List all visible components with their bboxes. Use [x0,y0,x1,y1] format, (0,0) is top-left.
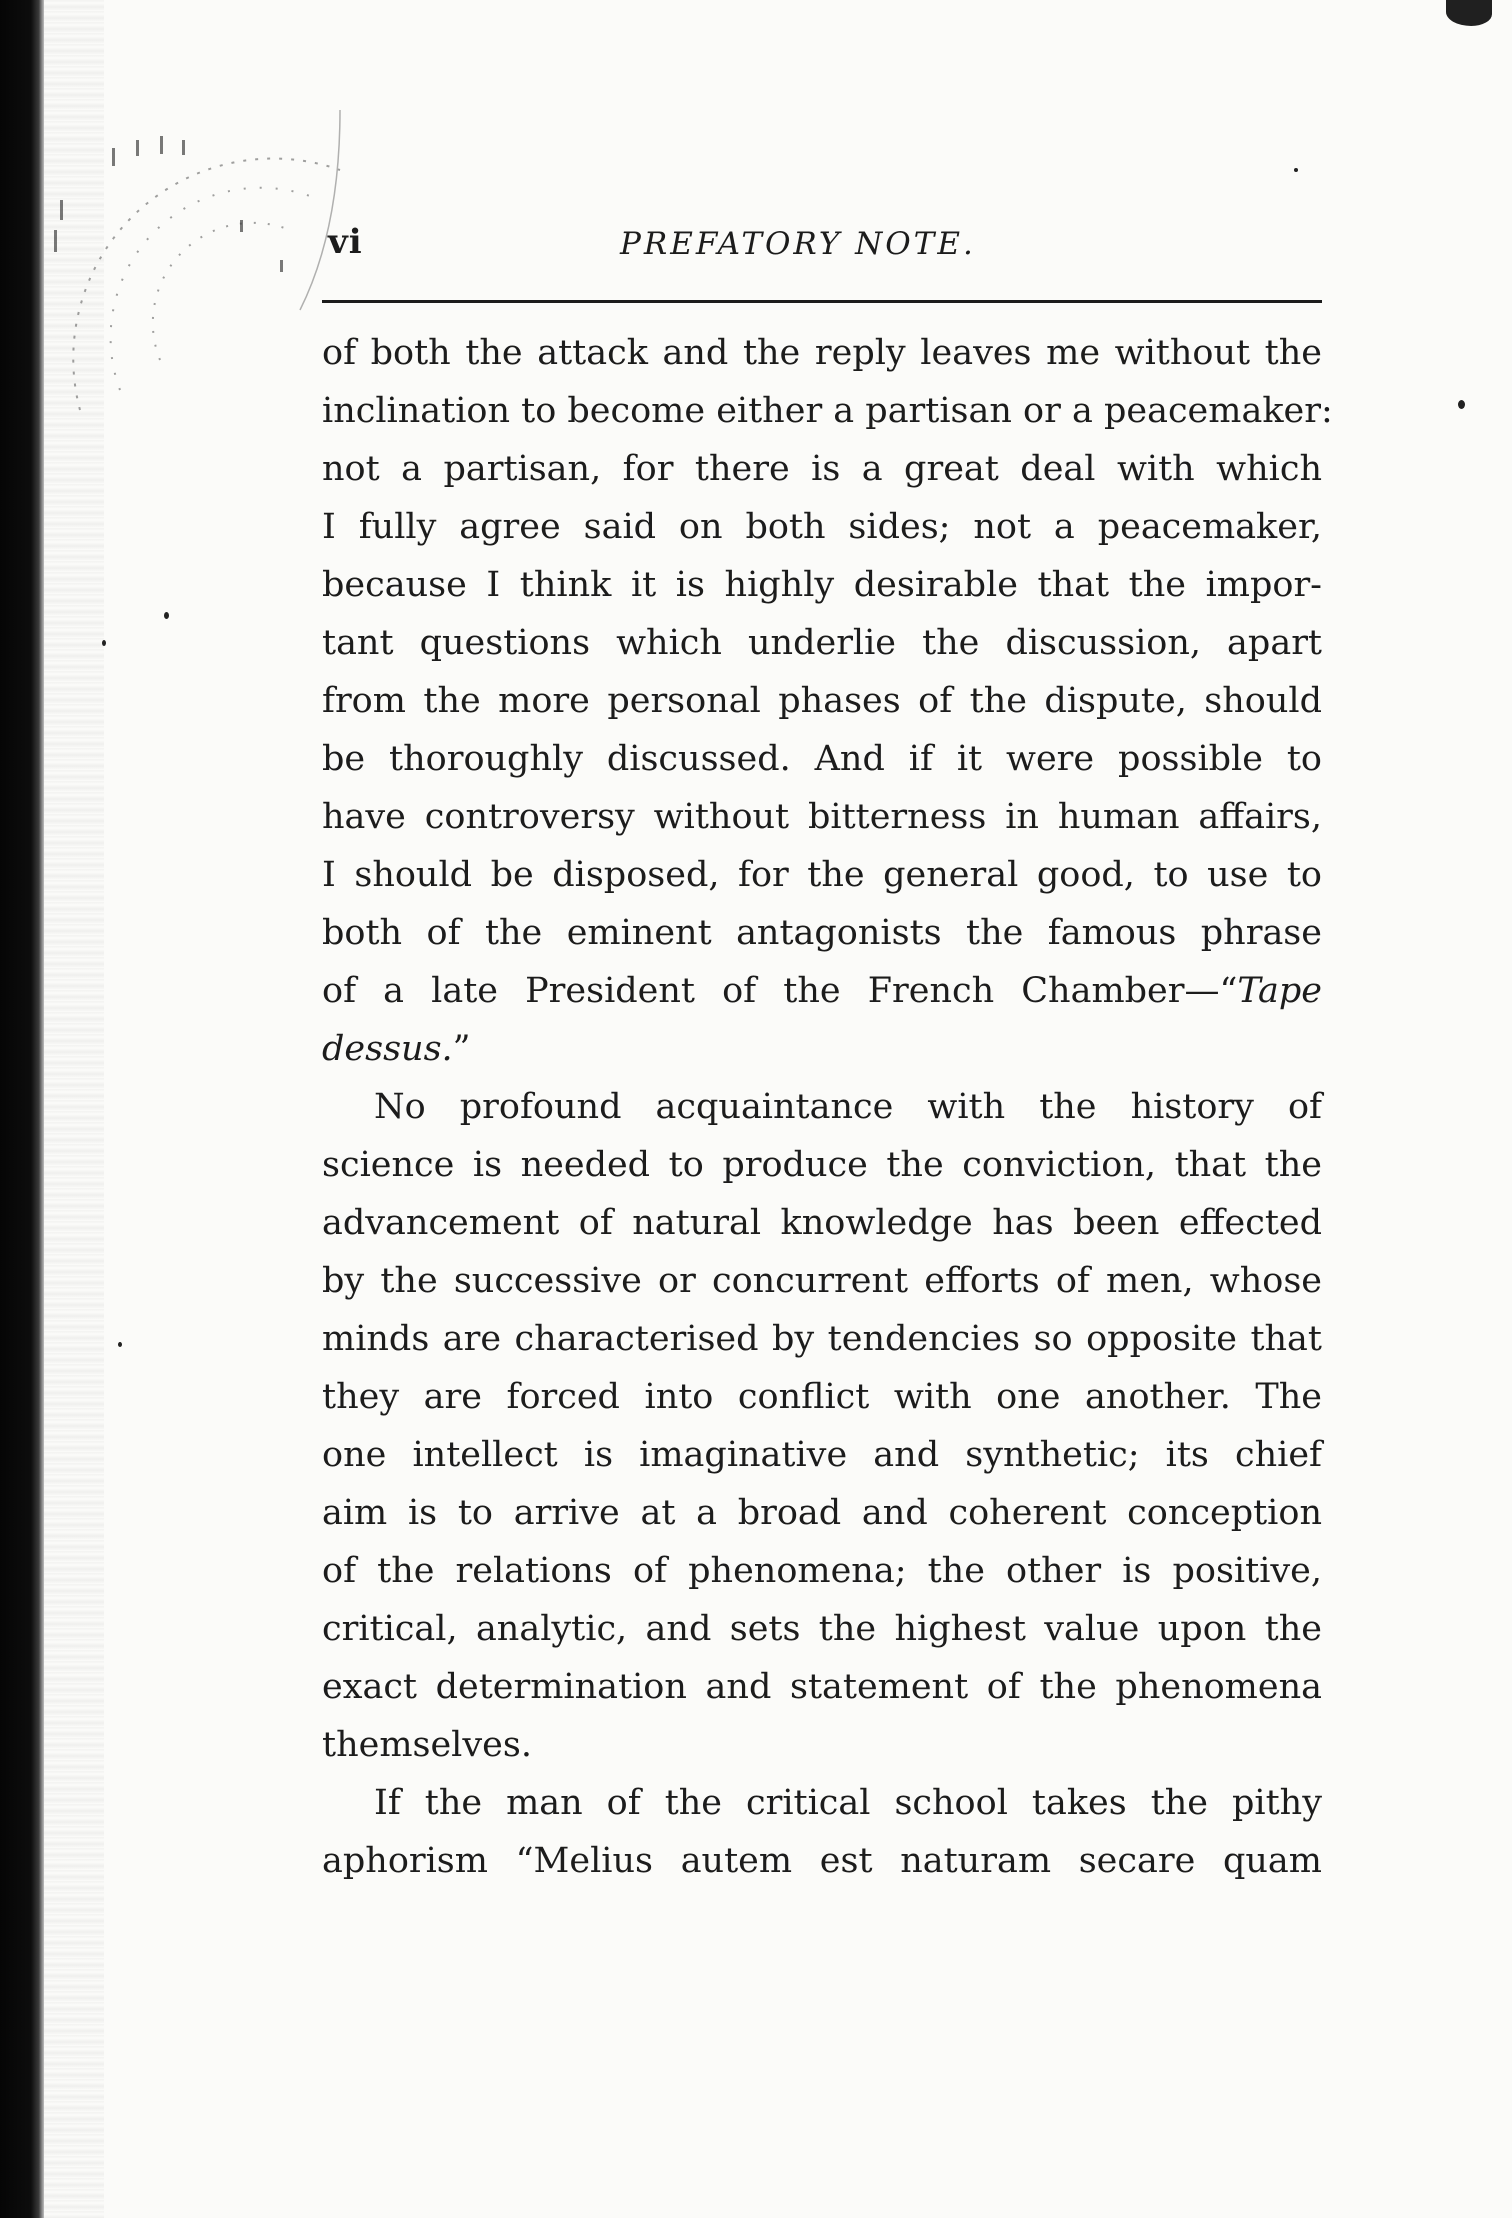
text-line: both of the eminent antagonists the famous phrase [322,913,1322,953]
text-line: critical, analytic, and sets the highest value upon the [322,1609,1322,1649]
paragraph-3 [322,1774,1322,1890]
body-text [322,324,1333,1890]
text-line: because I think it is highly desirable that the impor- [322,565,1322,605]
running-head: PREFATORY NOTE. [620,226,976,262]
page-number: vi [328,222,363,262]
text-line [322,1020,1322,1078]
closing-quote: ” [452,1029,471,1069]
paragraph-1 [322,324,1333,1078]
text-line: science is needed to produce the conviction, that the [322,1145,1322,1185]
text-line: I fully agree said on both sides; not a peacemaker, [322,507,1322,547]
print-speck [164,612,169,619]
ink-blot [1446,0,1492,26]
print-speck [102,640,106,646]
text-fragment: of a late President of the French Chamber—“ [322,971,1238,1011]
text-line [322,962,1322,1020]
print-speck [118,1342,122,1347]
print-speck [1294,168,1298,172]
italic-phrase-end: dessus. [322,1029,453,1069]
text-line: not a partisan, for there is a great deal with which [322,449,1322,489]
paragraph-2 [322,1078,1322,1774]
text-line: I should be disposed, for the general good, to use to [322,855,1322,895]
header-rule [322,300,1322,303]
text-line: from the more personal phases of the dispute, should [322,681,1322,721]
binding-edge [0,0,44,2218]
page-header [320,222,1320,272]
text-line: aim is to arrive at a broad and coherent conception [322,1493,1322,1533]
text-line: aphorism “Melius autem est naturam secare quam [322,1841,1322,1881]
text-line: have controversy without bitterness in human affairs, [322,797,1322,837]
text-line: be thoroughly discussed. And if it were possible to [322,739,1322,779]
text-line: one intellect is imaginative and synthetic; its chief [322,1435,1322,1475]
text-line: they are forced into conflict with one another. The [322,1377,1322,1417]
text-line: exact determination and statement of the phenomena [322,1667,1322,1707]
text-line: of the relations of phenomena; the other is positive, [322,1551,1322,1591]
print-speck [1458,400,1465,409]
text-line: inclination to become either a partisan or a peacemaker: [322,391,1333,431]
text-line: advancement of natural knowledge has been effected [322,1203,1322,1243]
text-line: minds are characterised by tendencies so opposite that [322,1319,1322,1359]
text-line: tant questions which underlie the discussion, apart [322,623,1322,663]
text-line: No profound acquaintance with the history of [374,1087,1322,1127]
text-line: of both the attack and the reply leaves me without the [322,333,1322,373]
italic-phrase-start: Tape [1237,971,1322,1011]
text-line: If the man of the critical school takes the pithy [374,1783,1322,1823]
text-line: themselves. [322,1725,532,1765]
text-line: by the successive or concurrent efforts of men, whose [322,1261,1322,1301]
